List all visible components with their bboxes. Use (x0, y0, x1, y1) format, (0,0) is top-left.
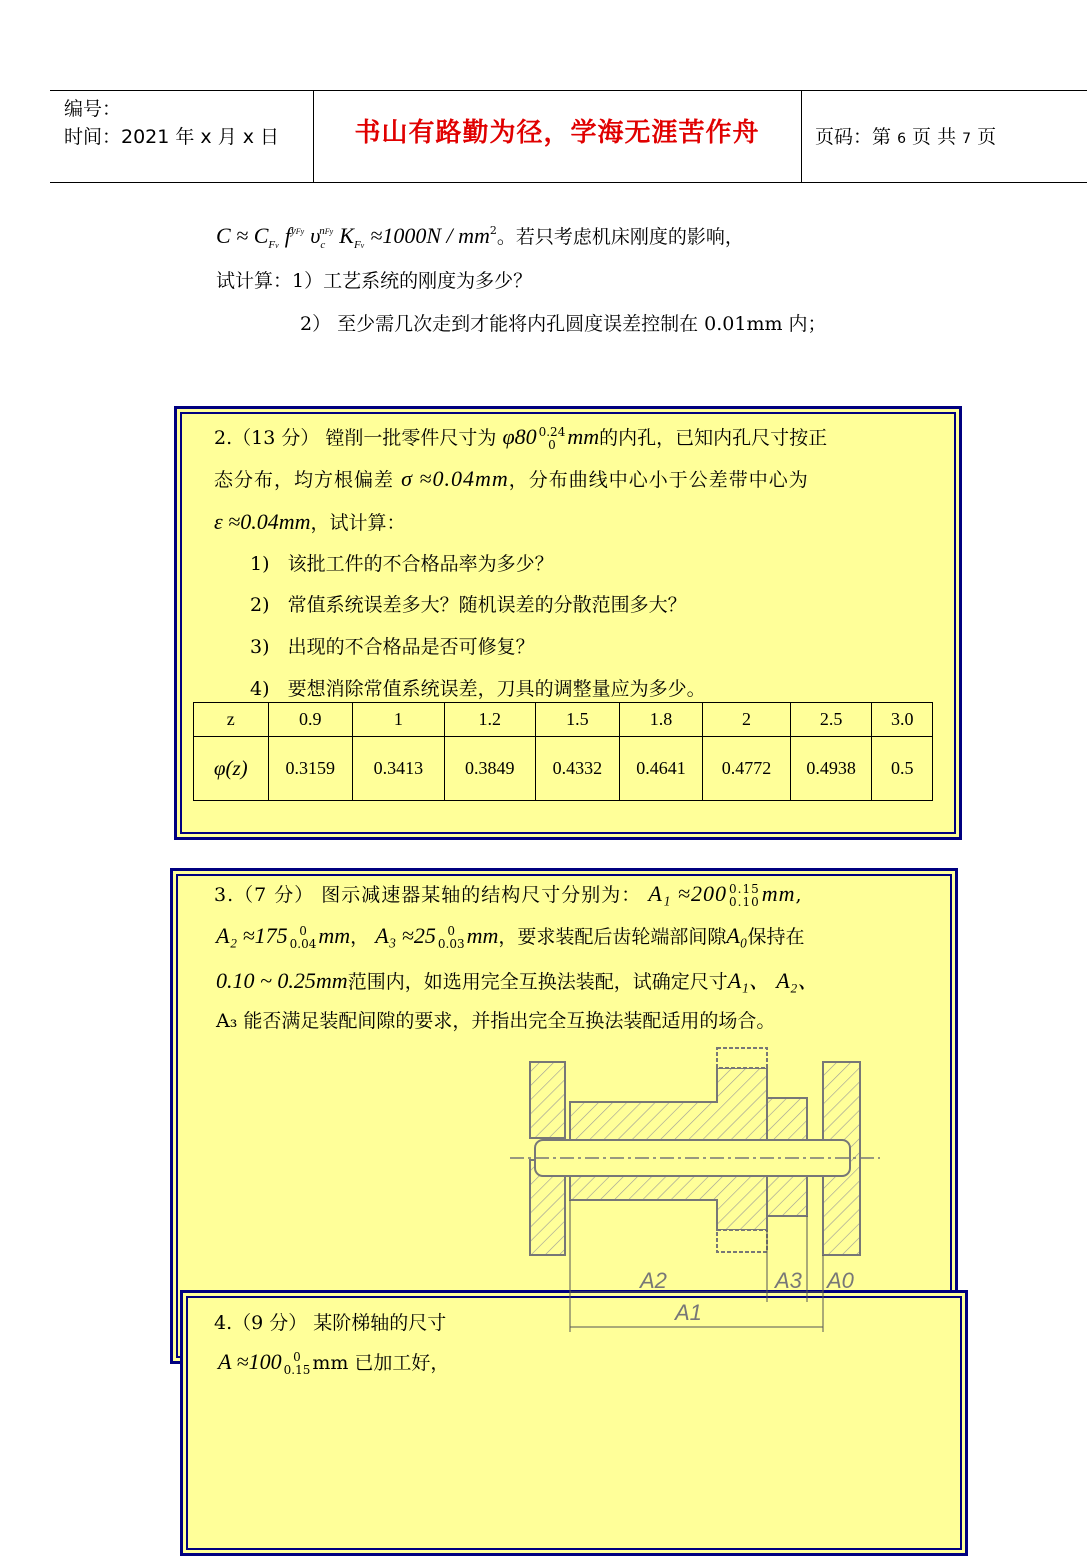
page-current: 6 (897, 131, 906, 147)
item-num: 1) (250, 553, 270, 575)
q3-line1-a: 3.（7 分） 图示减速器某轴的结构尺寸分别为： (214, 884, 642, 906)
q3-a1: A₁ ≈200 (648, 881, 728, 906)
q3-line2: A₂ ≈175 0 0.04mm， A₃ ≈25 0 0.03mm，要求装配后齿轮端部间隙A₀保持在 (216, 923, 805, 951)
q2-epsilon: ε ≈0.04mm (214, 509, 311, 534)
table-cell: 0.9 (268, 703, 353, 737)
q2-line3-b: ，试计算： (310, 512, 406, 534)
q3-a3-tol (438, 925, 465, 951)
q3-line3 (216, 964, 819, 995)
table-row-phi (194, 737, 933, 801)
table-row-z (194, 703, 933, 737)
table-cell: 0.3849 (444, 737, 535, 801)
q4-tol-upper: 0 (293, 1350, 301, 1364)
q2-line1 (214, 423, 827, 452)
q3-a2: A₂ ≈175 (216, 923, 288, 948)
q3-a1-tol (729, 883, 760, 909)
table-cell: 0.4641 (619, 737, 703, 801)
table-header-phi: φ(z) (194, 737, 269, 801)
table-cell: 0.4938 (790, 737, 872, 801)
q1-sentence: 。若只考虑机床刚度的影响， (496, 226, 744, 248)
a1-tol-lower: 0.10 (729, 895, 760, 909)
q2-line1-a: 2.（13 分） 镗削一批零件尺寸为 (214, 427, 497, 449)
q1-line2: 试计算：1）工艺系统的刚度为多少？ (216, 270, 533, 292)
item-num: 3) (250, 636, 270, 658)
a3-tol-upper: 0 (447, 924, 456, 938)
header-motto: 书山有路勤为径，学海无涯苦作舟 (354, 118, 760, 148)
table-cell: 0.5 (872, 737, 933, 801)
q3-line3-b: 范围内，如选用完全互换法装配，试确定尺寸 (347, 971, 728, 993)
q1-formula-line: $C \approx C_{Fv}$ $f^{yFy}$ $\upsilon_c^{nFy}$ $K_{Fv} \approx 1000N / mm^2$。若只考虑机床刚度的影响， (216, 223, 744, 251)
table-cell: 3.0 (872, 703, 933, 737)
q4-line2 (218, 1348, 449, 1377)
q2-unit: mm (567, 424, 600, 449)
table-cell: 0.3159 (268, 737, 353, 801)
gear-teeth-bottom (717, 1230, 767, 1252)
table-cell: 0.4332 (536, 737, 620, 801)
table-cell: 1 (353, 703, 444, 737)
q2-tol-upper: 0.24 (538, 425, 566, 439)
item-num: 2) (250, 594, 270, 616)
header-top-rule (50, 90, 1087, 91)
q3-a3: A₃ ≈25 (375, 923, 436, 948)
label-a3: A3 (775, 1268, 802, 1293)
page-total: 7 (962, 131, 972, 147)
label-a0: A0 (827, 1268, 854, 1293)
page-prefix: 页码：第 (815, 126, 892, 148)
a2-tol-upper: 0 (299, 924, 307, 938)
q4-a: A ≈100 (218, 1349, 282, 1374)
q4-tol (284, 1351, 311, 1377)
code-label: 编号： (64, 98, 122, 120)
header-bottom-rule (50, 182, 1087, 183)
q4-line2-b: mm 已加工好， (312, 1352, 450, 1374)
q2-line2-a: 态分布，均方根偏差 (214, 469, 395, 491)
table-cell: 2.5 (790, 703, 872, 737)
item-num: 4) (250, 678, 270, 700)
gear-teeth-top (717, 1048, 767, 1068)
table-cell: 0.4772 (703, 737, 791, 801)
q2-line2 (214, 465, 809, 492)
phi-z-table (193, 702, 933, 801)
shaft-assembly-drawing (505, 1040, 885, 1340)
table-cell: 2 (703, 703, 791, 737)
a2-tol-lower: 0.04 (289, 937, 317, 951)
q3-unit: mm (761, 881, 796, 906)
table-cell: 1.8 (619, 703, 703, 737)
q2-item (250, 590, 687, 617)
q1-formula: C ≈ C (216, 223, 269, 248)
q3-line3-c: A₁、 A₂、 (727, 968, 820, 993)
header-divider-right (801, 90, 802, 182)
q2-item (250, 632, 535, 659)
q2-line2-b: ，分布曲线中心小于公差带中心为 (508, 469, 809, 491)
q2-line3 (214, 508, 406, 535)
q1-line3: 2） 至少需几次走到才能将内孔圆度误差控制在 0.01mm 内； (300, 313, 827, 335)
label-a2: A2 (640, 1268, 667, 1293)
page-number (815, 122, 996, 149)
q1-formula-end: ≈1000N / mm (370, 223, 490, 248)
q3-unit: mm (466, 923, 499, 948)
table-cell: 1.2 (444, 703, 535, 737)
q3-a0: A₀ (726, 923, 748, 948)
page-suffix: 页 (977, 126, 997, 148)
table-cell: 1.5 (536, 703, 620, 737)
item-text: 出现的不合格品是否可修复？ (287, 636, 535, 658)
q4-line1: 4.（9 分） 某阶梯轴的尺寸 (214, 1312, 447, 1334)
table-cell: 0.3413 (353, 737, 444, 801)
item-text: 该批工件的不合格品率为多少？ (287, 553, 554, 575)
q2-tolerance (539, 426, 566, 452)
time-label: 时间：2021 年 x 月 x 日 (64, 126, 280, 148)
item-text: 要想消除常值系统误差，刀具的调整量应为多少。 (287, 678, 706, 700)
q3-a2-tol (290, 925, 317, 951)
q2-line1-b: 的内孔，已知内孔尺寸按正 (599, 427, 828, 449)
q3-line4: A₃ 能否满足装配间隙的要求，并指出完全互换法装配适用的场合。 (216, 1010, 776, 1032)
q3-range: 0.10 ~ 0.25mm (216, 968, 348, 993)
q2-sigma: σ ≈0.04mm (401, 466, 509, 491)
a3-tol-lower: 0.03 (437, 937, 465, 951)
q2-tol-lower: 0 (548, 438, 556, 452)
q3-line2-c: 保持在 (747, 926, 805, 948)
page-mid: 页 共 (912, 126, 957, 148)
item-text: 常值系统误差多大？随机误差的分散范围多大？ (287, 594, 687, 616)
label-a1: A1 (675, 1300, 702, 1325)
table-header-z: z (194, 703, 269, 737)
q3-line1: 3.（7 分） 图示减速器某轴的结构尺寸分别为： A₁ ≈200 0.15 0.10mm, (214, 881, 803, 909)
q2-item (250, 549, 554, 576)
q3-line2-b: ，要求装配后齿轮端部间隙 (498, 926, 727, 948)
q2-item (250, 674, 706, 701)
q3-unit: mm (318, 923, 351, 948)
a1-tol-upper: 0.15 (729, 882, 760, 896)
q2-dim: φ80 (502, 424, 537, 449)
q4-tol-lower: 0.15 (283, 1363, 311, 1377)
